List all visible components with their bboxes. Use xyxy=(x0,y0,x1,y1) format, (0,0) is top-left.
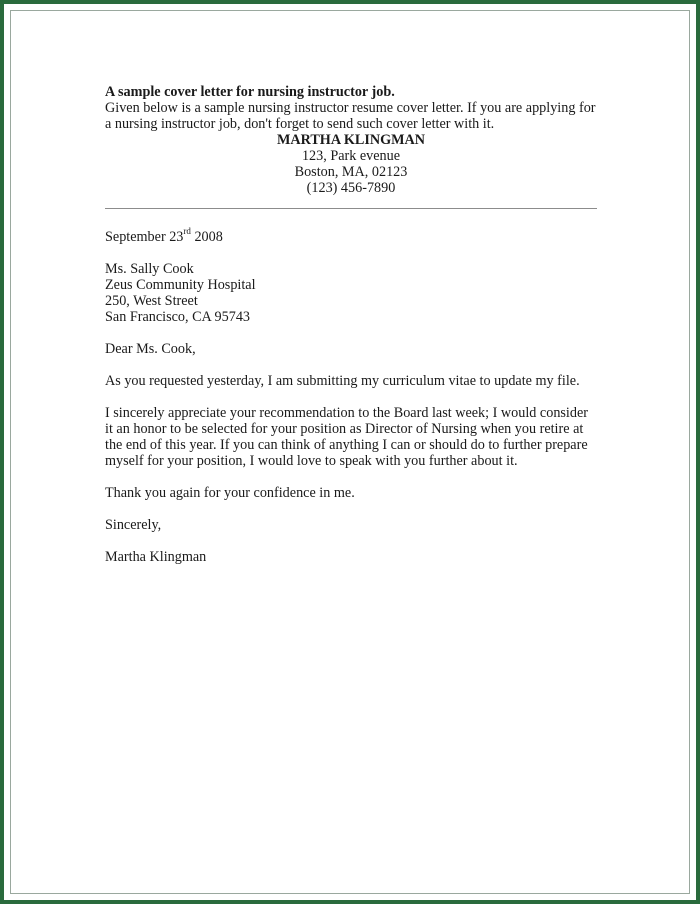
body-paragraph-1: As you requested yesterday, I am submitting my curriculum vitae to update my file. xyxy=(105,373,580,389)
date-suffix: rd xyxy=(183,226,191,237)
intro-text: Given below is a sample nursing instructor resume cover letter. If you are applying for a nursing instructor job, don't forget to send such cover letter with it. xyxy=(105,100,596,132)
document-heading: A sample cover letter for nursing instructor job. xyxy=(105,84,395,100)
salutation: Dear Ms. Cook, xyxy=(105,341,196,357)
date-month-day: September 23 xyxy=(105,229,184,245)
divider-rule xyxy=(105,208,597,209)
recipient-organization: Zeus Community Hospital xyxy=(105,277,256,293)
date-year: 2008 xyxy=(190,229,223,245)
sender-address-line2: Boston, MA, 02123 xyxy=(294,164,408,180)
closing: Sincerely, xyxy=(105,517,162,533)
body-paragraph-2: I sincerely appreciate your recommendation to the Board last week; I would consider it an honor to be selected for your position as Director of Nursing when you retire at the end of this year. If you can think of anything I can or should do to further prepare myself for your position, I would love to speak with you further about it. xyxy=(105,405,588,469)
sender-phone: (123) 456-7890 xyxy=(306,180,396,196)
body-paragraph-3: Thank you again for your confidence in me. xyxy=(105,485,355,501)
signature: Martha Klingman xyxy=(105,549,207,565)
sender-block xyxy=(105,132,597,196)
sender-name: MARTHA KLINGMAN xyxy=(276,132,426,148)
sender-address-line1: 123, Park evenue xyxy=(301,148,401,164)
recipient-name: Ms. Sally Cook xyxy=(105,261,194,277)
recipient-city: San Francisco, CA 95743 xyxy=(105,309,251,325)
recipient-street: 250, West Street xyxy=(105,293,198,309)
cover-letter-document xyxy=(105,84,597,565)
letter-date xyxy=(105,226,597,245)
recipient-block xyxy=(105,261,597,325)
